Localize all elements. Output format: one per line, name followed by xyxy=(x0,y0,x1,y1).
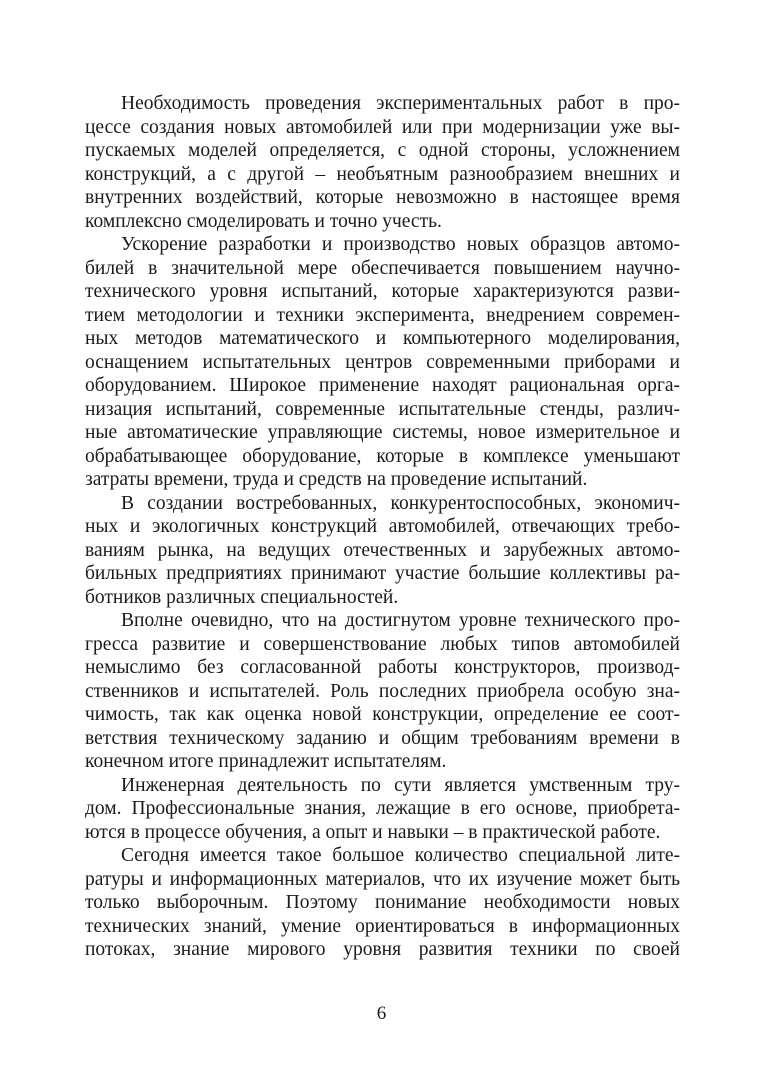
text-line: конструкций, а с другой – необъятным разнообразием внешних и xyxy=(85,163,680,185)
text-line: ратуры и информационных материалов, что их изучение может быть xyxy=(85,868,680,890)
paragraph xyxy=(85,492,680,610)
text-line: Вполне очевидно, что на достигнутом уровне технического про- xyxy=(121,610,680,631)
paragraph xyxy=(85,233,680,492)
text-line: ваниям рынка, на ведущих отечественных и зарубежных автомо- xyxy=(85,539,680,561)
text-line: оборудованием. Широкое применение находят рациональная орга- xyxy=(85,375,680,396)
text-line: внутренних воздействий, которые невозможно в настоящее время xyxy=(85,187,680,208)
text-line: чимость, так как оценка новой конструкции, определение ее соот- xyxy=(85,704,680,725)
text-line: ные автоматические управляющие системы, новое измерительное и xyxy=(85,422,680,443)
text-line: дом. Профессиональные знания, лежащие в его основе, приобрета- xyxy=(85,798,680,819)
text-line: Сегодня имеется такое большое количество специальной лите- xyxy=(121,845,680,866)
text-line: комплексно смоделировать и точно учесть. xyxy=(85,210,442,232)
body-text xyxy=(85,92,680,962)
text-line: пускаемых моделей определяется, с одной стороны, усложнением xyxy=(85,140,680,161)
text-line: бильных предприятиях принимают участие большие коллективы ра- xyxy=(85,563,680,584)
text-line: гресса развитие и совершенствование любых типов автомобилей xyxy=(85,633,680,655)
text-line: обрабатывающее оборудование, которые в комплексе уменьшают xyxy=(85,445,680,467)
text-line: затраты времени, труда и средств на проведение испытаний. xyxy=(85,469,588,490)
text-line: низация испытаний, современные испытательные стенды, различ- xyxy=(85,398,680,420)
paragraph xyxy=(85,609,680,774)
text-line: Необходимость проведения экспериментальных работ в про- xyxy=(121,93,680,114)
text-line: ботников различных специальностей. xyxy=(85,586,399,608)
text-line: ственников и испытателей. Роль последних приобрела особую зна- xyxy=(85,680,680,702)
text-line: билей в значительной мере обеспечивается повышением научно- xyxy=(85,257,680,279)
text-line: ветствия техническому заданию и общим требованиям времени в xyxy=(85,727,680,749)
text-line: В создании востребованных, конкурентоспособных, экономич- xyxy=(121,492,680,514)
text-line: Ускорение разработки и производство новых образцов автомо- xyxy=(121,234,680,255)
text-line: цессе создания новых автомобилей или при модернизации уже вы- xyxy=(85,116,680,138)
text-line: технического уровня испытаний, которые характеризуются разви- xyxy=(85,281,680,302)
text-line: Инженерная деятельность по сути является умственным тру- xyxy=(121,774,680,796)
text-line: оснащением испытательных центров современными приборами и xyxy=(85,351,680,373)
paragraph xyxy=(85,844,680,962)
paragraph xyxy=(85,774,680,845)
text-line: немыслимо без согласованной работы конструкторов, производ- xyxy=(85,657,680,678)
paragraph xyxy=(85,92,680,233)
text-line: только выборочным. Поэтому понимание необходимости новых xyxy=(85,892,680,913)
text-line: ются в процессе обучения, а опыт и навыки – в практической работе. xyxy=(85,821,661,843)
text-line: ных методов математического и компьютерного моделирования, xyxy=(85,328,680,349)
text-line: потоках, знание мирового уровня развития техники по своей xyxy=(85,939,680,960)
page-number: 6 xyxy=(376,1003,387,1024)
text-line: ных и экологичных конструкций автомобилей, отвечающих требо- xyxy=(85,516,680,537)
text-line: конечном итоге принадлежит испытателям. xyxy=(85,751,447,772)
text-line: тием методологии и техники эксперимента, внедрением современ- xyxy=(85,304,680,326)
text-line: технических знаний, умение ориентироваться в информационных xyxy=(85,915,680,937)
